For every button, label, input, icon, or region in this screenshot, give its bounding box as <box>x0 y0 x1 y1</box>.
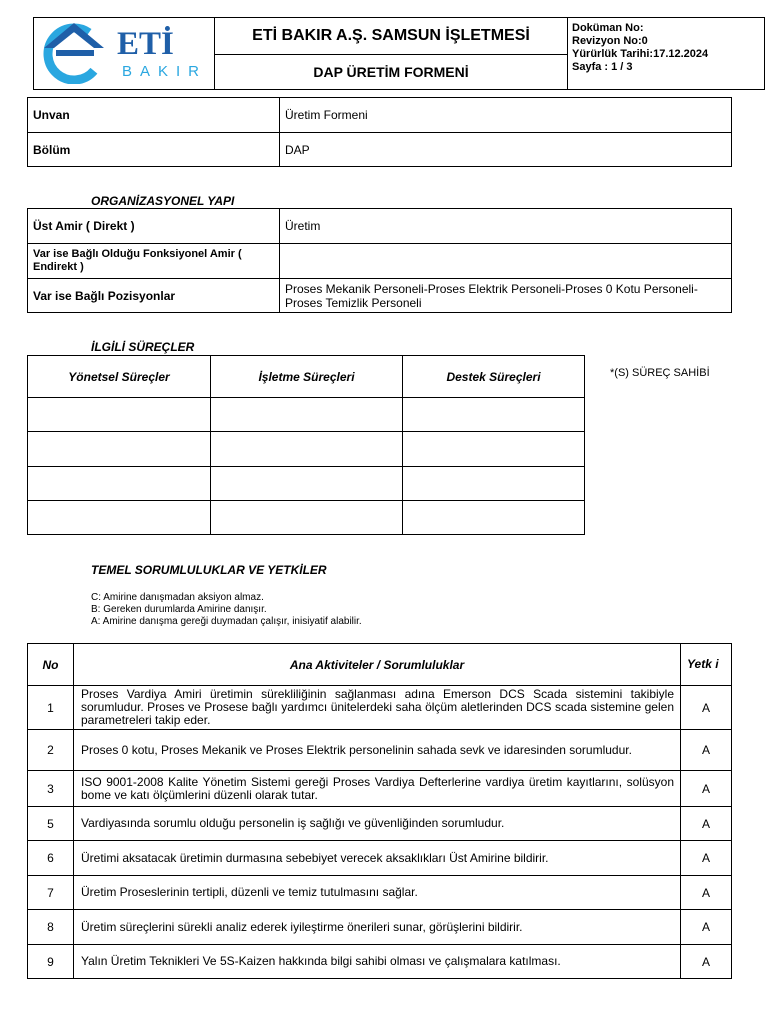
processes-title: İLGİLİ SÜREÇLER <box>91 340 195 354</box>
row-authority: A <box>681 807 732 841</box>
table-header-row <box>28 644 732 686</box>
row-no: 1 <box>28 686 74 730</box>
responsibilities-title: TEMEL SORUMLULUKLAR VE YETKİLER <box>91 563 327 577</box>
row-activity: Üretimi aksatacak üretimin durmasına sebebiyet verecek aksaklıkları Üst Amirine bildirir. <box>74 841 681 876</box>
table-row <box>28 133 732 167</box>
table-row <box>28 501 585 535</box>
table-row <box>28 876 732 910</box>
row-no: 2 <box>28 730 74 771</box>
table-row <box>28 398 585 432</box>
page-number: Sayfa : 1 / 3 <box>572 61 633 73</box>
row-authority: A <box>681 876 732 910</box>
subordinate-positions-label: Var ise Bağlı Pozisyonlar <box>28 279 280 313</box>
column-header-management: Yönetsel Süreçler <box>28 356 211 398</box>
department-value: DAP <box>280 133 732 167</box>
column-header-no: No <box>28 644 74 686</box>
row-no: 7 <box>28 876 74 910</box>
table-row <box>28 841 732 876</box>
logo-bottom-text: BAKIR <box>122 63 208 80</box>
table-row <box>28 467 585 501</box>
row-authority: A <box>681 686 732 730</box>
row-no: 8 <box>28 910 74 945</box>
table-row <box>28 244 732 279</box>
title-label: Unvan <box>28 98 280 133</box>
department-label: Bölüm <box>28 133 280 167</box>
table-row <box>28 209 732 244</box>
column-header-operation: İşletme Süreçleri <box>211 356 403 398</box>
title-value: Üretim Formeni <box>280 98 732 133</box>
row-authority: A <box>681 841 732 876</box>
row-activity: Proses 0 kotu, Proses Mekanik ve Proses Elektrik personelinin sahada sevk ve idaresinden sorumludur. <box>74 730 681 771</box>
table-row <box>28 279 732 313</box>
table-row <box>28 945 732 979</box>
doc-no: Doküman No: <box>572 22 644 34</box>
responsibilities-table <box>27 643 732 979</box>
table-row <box>28 686 732 730</box>
row-no: 3 <box>28 771 74 807</box>
processes-table <box>27 355 585 535</box>
functional-manager-value <box>280 244 732 279</box>
row-authority: A <box>681 910 732 945</box>
row-no: 9 <box>28 945 74 979</box>
table-row <box>28 730 732 771</box>
legend-c: C: Amirine danışmadan aksiyon almaz. <box>91 592 264 603</box>
row-activity: Üretim Proseslerinin tertipli, düzenli ve temiz tutulmasını sağlar. <box>74 876 681 910</box>
logo-top-text: ETİ <box>117 26 174 62</box>
table-row <box>28 98 732 133</box>
direct-manager-value: Üretim <box>280 209 732 244</box>
position-table <box>27 97 732 167</box>
table-row <box>28 910 732 945</box>
form-title: DAP ÜRETİM FORMENİ <box>215 54 568 89</box>
subordinate-positions-value: Proses Mekanik Personeli-Proses Elektrik Personeli-Proses 0 Kotu Personeli-Proses Temizlik Personeli <box>280 279 732 313</box>
direct-manager-label: Üst Amir ( Direkt ) <box>28 209 280 244</box>
column-header-support: Destek Süreçleri <box>403 356 585 398</box>
column-header-activity: Ana Aktiviteler / Sorumluluklar <box>74 644 681 686</box>
row-activity: Proses Vardiya Amiri üretimin sürekliliğinin sağlanması adına Emerson DCS Scada sistemini takibiyle sorumludur. Proses ve Prosese bağlı yardımcı ünitelerdeki saha ölçüm aletlerinden DCS scada sistemine gelen parametreleri takip eder. <box>74 686 681 730</box>
table-row <box>28 807 732 841</box>
row-no: 6 <box>28 841 74 876</box>
row-authority: A <box>681 945 732 979</box>
row-no: 5 <box>28 807 74 841</box>
table-header-row <box>28 356 585 398</box>
authority-legend <box>91 592 362 628</box>
row-activity: ISO 9001-2008 Kalite Yönetim Sistemi gereği Proses Vardiya Defterlerine vardiya üretim kayıtlarını, solüsyon bome ve katı ölçümlerini düzenli olarak tutar. <box>74 771 681 807</box>
row-activity: Vardiyasında sorumlu olduğu personelin iş sağlığı ve güvenliğinden sorumludur. <box>74 807 681 841</box>
row-authority: A <box>681 771 732 807</box>
effective-date: Yürürlük Tarihi:17.12.2024 <box>572 48 709 60</box>
organization-table <box>27 208 732 313</box>
organization-title: ORGANİZASYONEL YAPI <box>91 194 235 208</box>
row-activity: Üretim süreçlerini sürekli analiz ederek iyileştirme önerileri sunar, görüşlerini bildirir. <box>74 910 681 945</box>
functional-manager-label: Var ise Bağlı Olduğu Fonksiyonel Amir ( Endirekt ) <box>28 244 280 279</box>
company-title: ETİ BAKIR A.Ş. SAMSUN İŞLETMESİ <box>215 18 568 55</box>
process-owner-note: *(S) SÜREÇ SAHİBİ <box>610 367 710 379</box>
row-activity: Yalın Üretim Teknikleri Ve 5S-Kaizen hakkında bilgi sahibi olması ve çalışmalara katılması. <box>74 945 681 979</box>
revision-no: Revizyon No:0 <box>572 35 648 47</box>
table-row <box>28 432 585 467</box>
table-row <box>28 771 732 807</box>
row-authority: A <box>681 730 732 771</box>
document-header <box>33 17 765 90</box>
document-meta <box>568 18 765 90</box>
legend-b: B: Gereken durumlarda Amirine danışır. <box>91 604 267 615</box>
logo-cell <box>34 18 215 90</box>
eti-bakir-logo <box>34 18 212 84</box>
legend-a: A: Amirine danışma gereği duymadan çalışır, inisiyatif alabilir. <box>91 616 362 627</box>
column-header-authority: Yetk i <box>681 644 732 686</box>
